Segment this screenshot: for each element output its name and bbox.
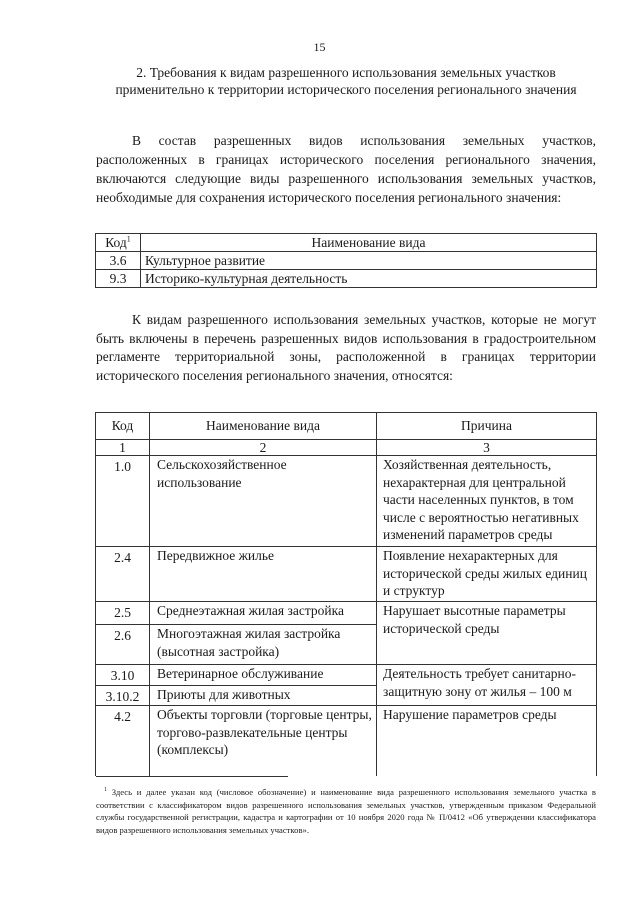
restriction-paragraph: К видам разрешенного использования земельных участков, которые не могут быть включены в перечень разрешенных видов использования в градостроительном регламенте территориальной зоны, расположенной в границах территории исторического поселения регионального значения, относятся:: [96, 312, 596, 383]
header-code: [96, 234, 141, 252]
row-name: Многоэтажная жилая застройка (высотная застройка): [150, 625, 377, 665]
table-row: [96, 252, 597, 270]
footnote-mark: 1: [104, 787, 107, 794]
table-row: [96, 456, 597, 547]
row-code: 3.10.2: [96, 685, 150, 706]
row-code: 2.5: [96, 602, 150, 625]
header-reason: Причина: [377, 413, 597, 440]
table-row: [96, 602, 597, 625]
footnote-ref: 1: [126, 234, 131, 244]
row-reason: Появление нехарактерных для исторической среды жилых единиц и структур: [377, 547, 597, 602]
intro-paragraph: В состав разрешенных видов использования земельных участков, расположенных в границах исторического поселения регионального значения, включаются следующие виды разрешенного использования земельных участков, необходимые для сохранения исторического поселения регионального значения:: [96, 133, 596, 205]
header-name: Наименование вида: [141, 234, 597, 252]
row-name: Объекты торговли (торговые центры, торгово-развлекательные центры (комплексы): [150, 706, 377, 777]
col-number: 2: [150, 440, 377, 456]
row-name: Среднеэтажная жилая застройка: [150, 602, 377, 625]
col-number: 1: [96, 440, 150, 456]
row-name: Культурное развитие: [141, 252, 597, 270]
footnote: [96, 786, 596, 836]
row-reason: Хозяйственная деятельность, нехарактерная для центральной части населенных пунктов, в том числе с вероятностью негативных изменений параметров среды: [377, 456, 597, 547]
page-number: 15: [313, 40, 326, 54]
prohibited-uses-table: [95, 412, 597, 776]
row-code: 4.2: [96, 706, 150, 777]
row-code: 3.10: [96, 665, 150, 686]
column-number-row: [96, 440, 597, 456]
col-number: 3: [377, 440, 597, 456]
row-name: Передвижное жилье: [150, 547, 377, 602]
row-reason: Нарушает высотные параметры исторической среды: [377, 602, 597, 665]
header-code-label: Код: [105, 235, 127, 250]
header-code: Код: [96, 413, 150, 440]
footnote-text: Здесь и далее указан код (числовое обозначение) и наименование вида разрешенного использования земельного участка в соответствии с классификатором видов разрешенного использования земельных участков, утвержденным приказом Федеральной службы государственной регистрации, кадастра и картографии от 10 ноября 2020 года № П/0412 «Об утверждении классификатора видов разрешенного использования земельных участков».: [96, 787, 596, 835]
row-reason: Нарушение параметров среды: [377, 706, 597, 777]
section-title: 2. Требования к видам разрешенного использования земельных участков применительно к территории исторического поселения регионального значения: [115, 65, 577, 97]
row-code: 3.6: [96, 252, 141, 270]
row-code: 9.3: [96, 270, 141, 288]
table-row: [96, 547, 597, 602]
allowed-uses-table: [95, 233, 597, 288]
table-row: [96, 706, 597, 777]
row-name: Сельскохозяйственное использование: [150, 456, 377, 547]
row-code: 2.4: [96, 547, 150, 602]
row-name: Историко-культурная деятельность: [141, 270, 597, 288]
row-name: Приюты для животных: [150, 685, 377, 706]
footnote-divider: [96, 776, 288, 777]
table-header-row: [96, 413, 597, 440]
row-code: 1.0: [96, 456, 150, 547]
table-header-row: [96, 234, 597, 252]
header-name: Наименование вида: [150, 413, 377, 440]
table-row: [96, 665, 597, 686]
table-row: [96, 270, 597, 288]
row-reason: Деятельность требует санитарно-защитную зону от жилья – 100 м: [377, 665, 597, 706]
row-code: 2.6: [96, 625, 150, 665]
row-name: Ветеринарное обслуживание: [150, 665, 377, 686]
